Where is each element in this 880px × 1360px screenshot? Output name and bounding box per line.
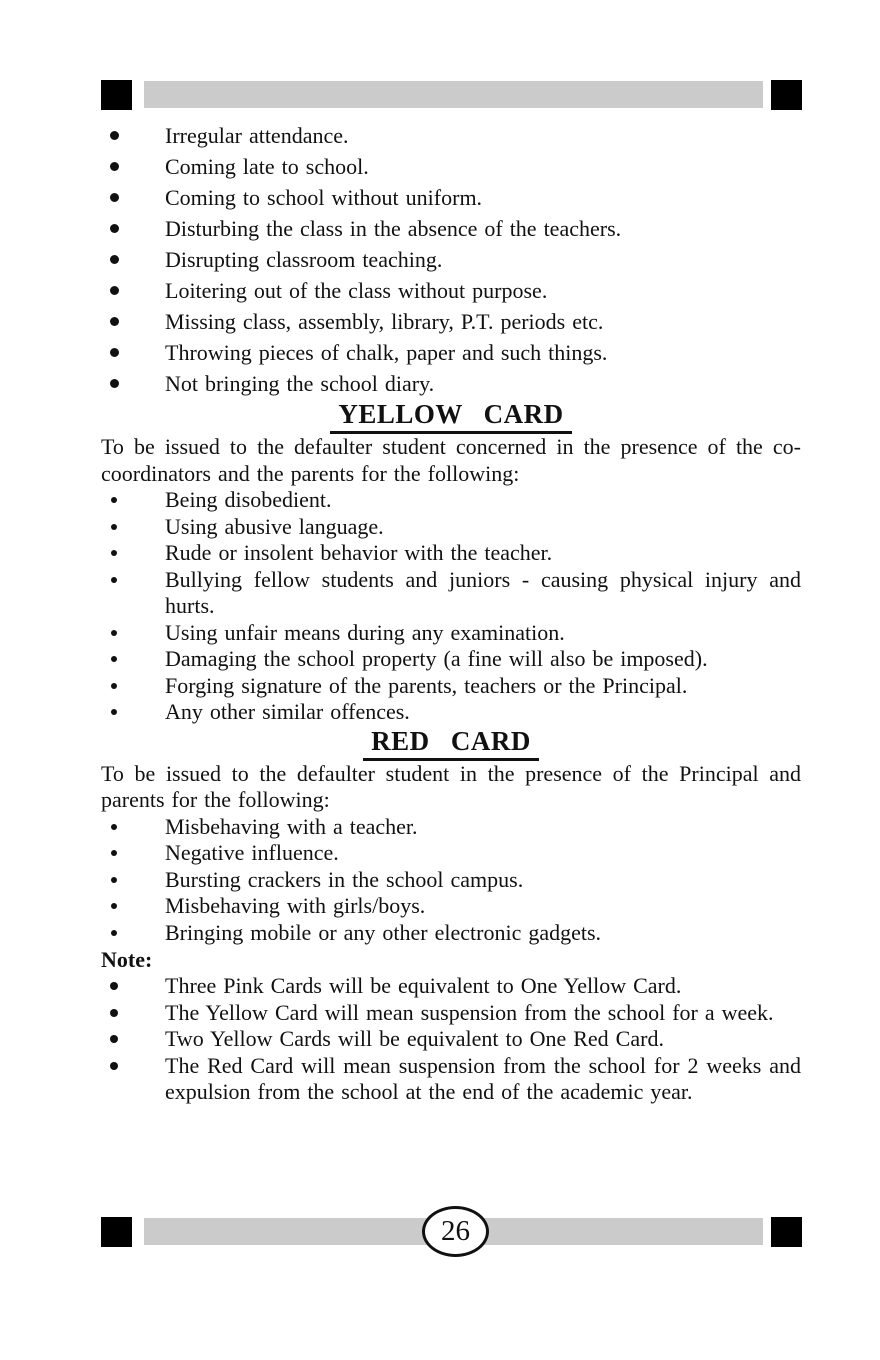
bullet-icon <box>111 709 117 715</box>
list-item-text: Three Pink Cards will be equivalent to One Yellow Card. <box>165 973 682 998</box>
bullet-icon <box>111 930 117 936</box>
list-item-text: Negative influence. <box>165 840 339 865</box>
list-item-text: Coming to school without uniform. <box>165 185 483 210</box>
header-right-square <box>771 80 802 110</box>
yellow-card-heading <box>101 399 801 434</box>
list-item-text: Bullying fellow students and juniors - causing physical injury and hurts. <box>165 566 801 618</box>
list-item <box>101 973 801 1000</box>
list-item-text: Forging signature of the parents, teachers or the Principal. <box>165 672 688 698</box>
list-item-text: The Red Card will mean suspension from the school for 2 weeks and expulsion from the school at the end of the academic year. <box>165 1052 801 1104</box>
list-item-text: Not bringing the school diary. <box>165 371 435 396</box>
note-list <box>101 973 801 1106</box>
list-item <box>101 620 801 647</box>
document-page <box>101 120 801 1106</box>
list-item-text: Damaging the school property (a fine will also be imposed). <box>165 646 708 671</box>
bullet-icon <box>110 162 119 171</box>
bullet-icon <box>110 348 119 357</box>
list-item <box>101 840 801 867</box>
list-item <box>101 540 801 567</box>
red-card-offence-list <box>101 814 801 947</box>
bullet-icon <box>111 903 117 909</box>
list-item <box>101 120 801 151</box>
list-item <box>101 487 801 514</box>
red-card-intro: To be issued to the defaulter student in the presence of the Principal and parents for the following: <box>101 760 801 812</box>
list-item <box>101 275 801 306</box>
list-item-text: Being disobedient. <box>165 487 332 512</box>
footer-left-square <box>101 1217 132 1247</box>
list-item-text: Misbehaving with girls/boys. <box>165 893 426 918</box>
list-item-text: Using unfair means during any examination. <box>165 619 565 645</box>
list-item <box>101 673 801 700</box>
bullet-icon <box>110 255 119 264</box>
list-item-text: Loitering out of the class without purpose. <box>165 278 548 303</box>
list-item-text: Two Yellow Cards will be equivalent to One Red Card. <box>165 1026 664 1051</box>
bullet-icon <box>111 630 117 636</box>
list-item-text: Any other similar offences. <box>165 699 410 724</box>
bullet-icon <box>111 656 117 662</box>
list-item <box>101 213 801 244</box>
bullet-icon <box>111 524 117 530</box>
bullet-icon <box>111 497 117 503</box>
list-item <box>101 646 801 673</box>
list-item-text: Bringing mobile or any other electronic gadgets. <box>165 919 602 945</box>
list-item <box>101 337 801 368</box>
list-item <box>101 1053 801 1106</box>
bullet-icon <box>110 317 119 326</box>
list-item <box>101 893 801 920</box>
footer-right-square <box>771 1217 802 1247</box>
list-item-text: Throwing pieces of chalk, paper and such things. <box>165 340 608 365</box>
list-item <box>101 514 801 541</box>
list-item <box>101 306 801 337</box>
list-item <box>101 567 801 620</box>
bullet-icon <box>111 824 117 830</box>
bullet-icon <box>110 379 119 388</box>
list-item-text: Bursting crackers in the school campus. <box>165 866 524 892</box>
bullet-icon <box>110 193 119 202</box>
bullet-icon <box>110 1035 118 1043</box>
list-item-text: Disrupting classroom teaching. <box>165 247 443 272</box>
yellow-card-heading-text: YELLOW CARD <box>330 399 571 434</box>
top-offence-list <box>101 120 801 399</box>
bullet-icon <box>110 286 119 295</box>
bullet-icon <box>111 877 117 883</box>
list-item-text: Disturbing the class in the absence of the teachers. <box>165 216 622 241</box>
list-item-text: Using abusive language. <box>165 513 384 539</box>
list-item <box>101 699 801 726</box>
list-item <box>101 867 801 894</box>
header-left-square <box>101 80 132 110</box>
list-item <box>101 244 801 275</box>
list-item <box>101 182 801 213</box>
bullet-icon <box>111 577 117 583</box>
red-card-heading-text: RED CARD <box>363 726 539 761</box>
list-item-text: Misbehaving with a teacher. <box>165 813 418 839</box>
note-label: Note: <box>101 947 153 972</box>
bullet-icon <box>111 683 117 689</box>
yellow-card-intro: To be issued to the defaulter student concerned in the presence of the co-coordinators and the parents for the following: <box>101 434 801 486</box>
bullet-icon <box>110 131 119 140</box>
bullet-icon <box>110 1009 118 1017</box>
page-number: 26 <box>441 1215 470 1247</box>
page-number-badge <box>422 1206 489 1257</box>
list-item <box>101 1026 801 1053</box>
bullet-icon <box>110 1062 118 1070</box>
header-gray-bar <box>144 81 763 108</box>
list-item-text: Coming late to school. <box>165 154 369 179</box>
list-item-text: Irregular attendance. <box>165 123 349 148</box>
list-item <box>101 1000 801 1027</box>
header-rule <box>101 80 802 110</box>
list-item <box>101 151 801 182</box>
list-item <box>101 368 801 399</box>
list-item-text: The Yellow Card will mean suspension from the school for a week. <box>165 999 774 1025</box>
bullet-icon <box>110 982 118 990</box>
list-item <box>101 814 801 841</box>
yellow-card-offence-list <box>101 487 801 726</box>
list-item-text: Rude or insolent behavior with the teacher. <box>165 540 553 565</box>
list-item-text: Missing class, assembly, library, P.T. periods etc. <box>165 309 604 334</box>
bullet-icon <box>111 850 117 856</box>
bullet-icon <box>111 550 117 556</box>
bullet-icon <box>110 224 119 233</box>
red-card-heading <box>101 726 801 761</box>
list-item <box>101 920 801 947</box>
